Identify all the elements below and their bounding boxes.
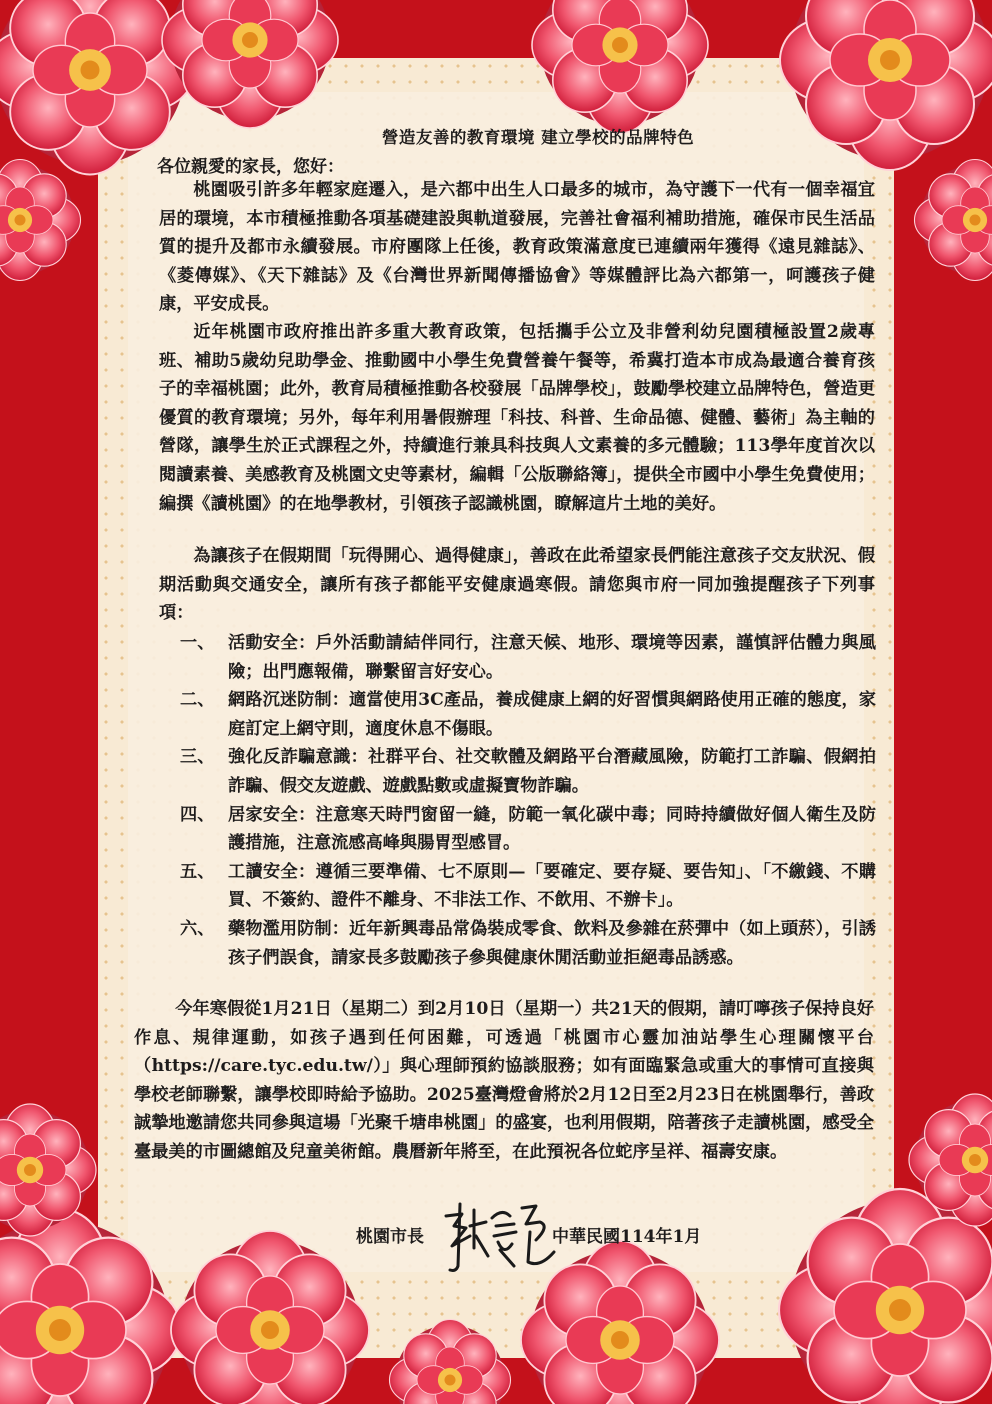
list-text: 強化反詐騙意識：社群平台、社交軟體及網路平台潛藏風險，防範打工詐騙、假網拍詐騙、假交友遊戲、遊戲點數或虛擬寶物詐騙。 [228,747,876,796]
greeting: 各位親愛的家長，您好： [157,157,344,177]
paragraph-4: 今年寒假從1月21日（星期二）到2月10日（星期一）共21天的假期，請叮嚀孩子保持良好作息、規律運動，如孩子遇到任何困難，可透過「桃園市心靈加油站學生心理關懷平台（https://care.tyc.edu.tw/）」與心理師預約協談服務；如有面臨緊急或重大的事情可直接與學校老師聯繫，讓學校即時給予協助。2025臺灣燈會將於2月12日至2月23日在桃園舉行，善政誠摯地邀請您共同參與這場「光聚千塘串桃園」的盛宴，也利用假期，陪著孩子走讀桃園，感受全臺最美的市圖總館及兒童美術館。農曆新年將至，在此預祝各位蛇序呈祥、福壽安康。 [134,999,874,1162]
list-text: 網路沉迷防制：適當使用3C產品，養成健康上網的好習慣與網路使用正確的態度，家庭訂定上網守則，適度休息不傷眼。 [228,690,876,739]
list-item [180,915,876,972]
list-item [180,686,876,743]
list-number: 四、 [180,804,215,825]
list-number: 六、 [180,918,215,939]
paragraph-3: 為讓孩子在假期間「玩得開心、過得健康」，善政在此希望家長們能注意孩子交友狀況、假期活動與交通安全，讓所有孩子都能平安健康過寒假。請您與市府一同加強提醒孩子下列事項： [159,546,875,624]
list-text: 工讀安全：遵循三要準備、七不原則—「要確定、要存疑、要告知」、「不繳錢、不購買、不簽約、證件不離身、不非法工作、不飲用、不辦卡」。 [228,861,876,911]
letter-date: 中華民國114年1月 [552,1227,702,1247]
list-item [180,743,876,800]
list-item [180,858,876,915]
list-item [180,629,876,686]
list-number: 三、 [180,747,215,768]
list-number: 二、 [180,690,215,711]
list-text: 藥物濫用防制：近年新興毒品常偽裝成零食、飲料及參雜在菸彈中（如上頭菸），引誘孩子們誤食，請家長多鼓勵孩子參與健康休閒活動並拒絕毒品誘惑。 [228,918,876,968]
list-text: 居家安全：注意寒天時門窗留一縫，防範一氧化碳中毒；同時持續做好個人衛生及防護措施，注意流感高峰與腸胃型感冒。 [228,804,876,854]
paragraph-1: 桃園吸引許多年輕家庭遷入，是六都中出生人口最多的城市，為守護下一代有一個幸福宜居的環境，本市積極推動各項基礎建設與軌道發展，完善社會福利補助措施，確保市民生活品質的提升及都市永續發展。市府團隊上任後，教育政策滿意度已連續兩年獲得《遠見雜誌》、《菱傳媒》、《天下雜誌》及《台灣世界新聞傳播協會》等媒體評比為六都第一，呵護孩子健康，平安成長。 [159,180,875,315]
list-item [180,801,876,858]
signer-title: 桃園市長 [356,1227,424,1247]
paragraph-2: 近年桃園市政府推出許多重大教育政策，包括攜手公立及非營利幼兒園積極設置2歲專班、補助5歲幼兒助學金、推動國中小學生免費營養午餐等，希冀打造本市成為最適合養育孩子的幸福桃園；此外，教育局積極推動各校發展「品牌學校」，鼓勵學校建立品牌特色，營造更優質的教育環境；另外，每年利用暑假辦理「科技、科普、生命品德、健體、藝術」為主軸的營隊，讓學生於正式課程之外，持續進行兼具科技與人文素養的多元體驗；113學年度首次以閱讀素養、美感教育及桃園文史等素材，編輯「公版聯絡簿」，提供全市國中小學生免費使用；編撰《讀桃園》的在地學教材，引領孩子認識桃園，瞭解這片土地的美好。 [159,322,875,514]
letter-title: 營造友善的教育環境 建立學校的品牌特色 [381,128,695,147]
reminder-list [180,629,876,972]
signature-image [440,1196,558,1274]
list-text: 活動安全：戶外活動請結伴同行，注意天候、地形、環境等因素，謹慎評估體力與風險；出門應報備，聯繫留言好安心。 [228,633,876,682]
list-number: 一、 [180,633,215,653]
list-number: 五、 [180,861,215,882]
